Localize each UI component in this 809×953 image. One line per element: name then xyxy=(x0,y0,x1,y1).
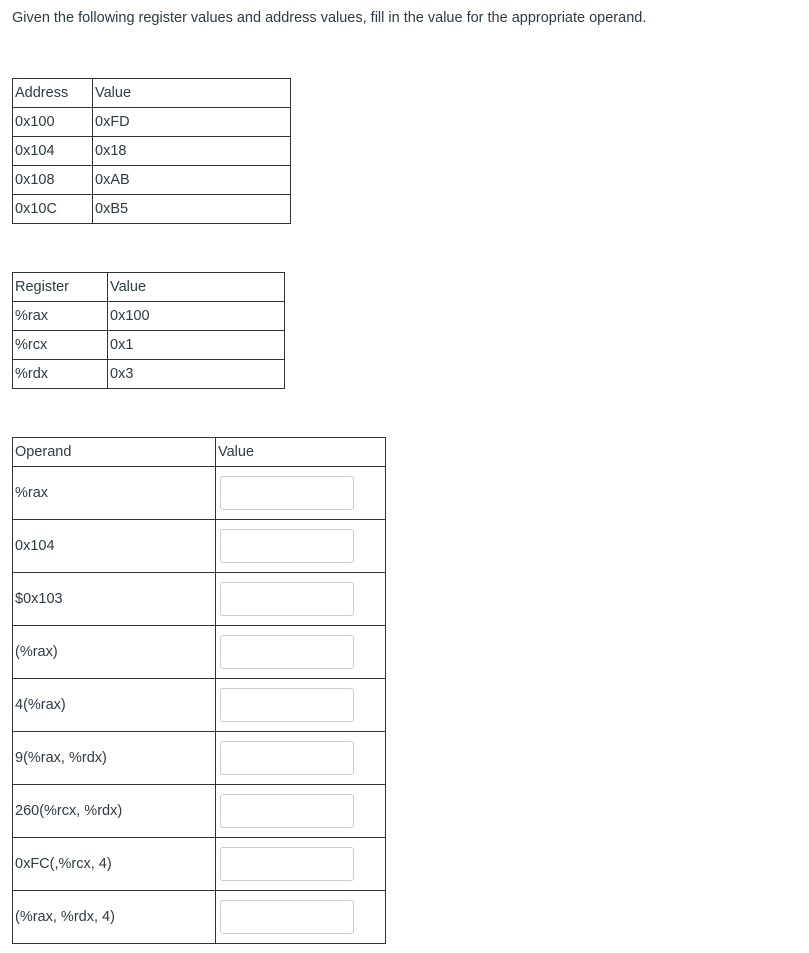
table-row xyxy=(13,331,285,360)
operand-cell: (%rax) xyxy=(13,626,216,679)
instructions-text: Given the following register values and address values, fill in the value for the appropriate operand. xyxy=(12,10,647,26)
value-cell: 0xB5 xyxy=(93,195,291,224)
answer-input-0xfc-rcx-4[interactable] xyxy=(220,847,354,881)
table-row xyxy=(13,891,386,944)
value-cell: 0x3 xyxy=(108,360,285,389)
operand-cell: 0xFC(,%rcx, 4) xyxy=(13,838,216,891)
header-register: Register xyxy=(13,273,108,302)
answer-input-260-rcx-rdx[interactable] xyxy=(220,794,354,828)
value-cell: 0x1 xyxy=(108,331,285,360)
table-row xyxy=(13,360,285,389)
operand-cell: 0x104 xyxy=(13,520,216,573)
operand-cell: $0x103 xyxy=(13,573,216,626)
answer-input-0x104[interactable] xyxy=(220,529,354,563)
answer-input-4-rax[interactable] xyxy=(220,688,354,722)
table-row xyxy=(13,573,386,626)
header-value: Value xyxy=(108,273,285,302)
header-operand: Operand xyxy=(13,438,216,467)
value-cell: 0xAB xyxy=(93,166,291,195)
address-cell: 0x10C xyxy=(13,195,93,224)
table-row xyxy=(13,302,285,331)
header-value: Value xyxy=(216,438,386,467)
operand-cell: 4(%rax) xyxy=(13,679,216,732)
register-value-table xyxy=(12,272,285,389)
register-cell: %rax xyxy=(13,302,108,331)
table-row xyxy=(13,732,386,785)
address-value-table xyxy=(12,78,291,224)
address-cell: 0x100 xyxy=(13,108,93,137)
answer-input-rax[interactable] xyxy=(220,476,354,510)
answer-input-paren-rax[interactable] xyxy=(220,635,354,669)
table-row xyxy=(13,626,386,679)
answer-input-immediate-0x103[interactable] xyxy=(220,582,354,616)
table-row xyxy=(13,467,386,520)
address-cell: 0x104 xyxy=(13,137,93,166)
table-header-row xyxy=(13,273,285,302)
table-row xyxy=(13,137,291,166)
header-address: Address xyxy=(13,79,93,108)
register-cell: %rdx xyxy=(13,360,108,389)
operand-answer-table xyxy=(12,437,386,944)
register-cell: %rcx xyxy=(13,331,108,360)
table-row xyxy=(13,520,386,573)
table-row xyxy=(13,679,386,732)
operand-cell: (%rax, %rdx, 4) xyxy=(13,891,216,944)
value-cell: 0xFD xyxy=(93,108,291,137)
value-cell: 0x18 xyxy=(93,137,291,166)
table-row xyxy=(13,166,291,195)
table-header-row xyxy=(13,79,291,108)
operand-cell: 9(%rax, %rdx) xyxy=(13,732,216,785)
operand-cell: 260(%rcx, %rdx) xyxy=(13,785,216,838)
value-cell: 0x100 xyxy=(108,302,285,331)
answer-input-9-rax-rdx[interactable] xyxy=(220,741,354,775)
address-cell: 0x108 xyxy=(13,166,93,195)
table-row xyxy=(13,108,291,137)
header-value: Value xyxy=(93,79,291,108)
table-row xyxy=(13,785,386,838)
table-header-row xyxy=(13,438,386,467)
operand-cell: %rax xyxy=(13,467,216,520)
answer-input-rax-rdx-4[interactable] xyxy=(220,900,354,934)
table-row xyxy=(13,838,386,891)
table-row xyxy=(13,195,291,224)
